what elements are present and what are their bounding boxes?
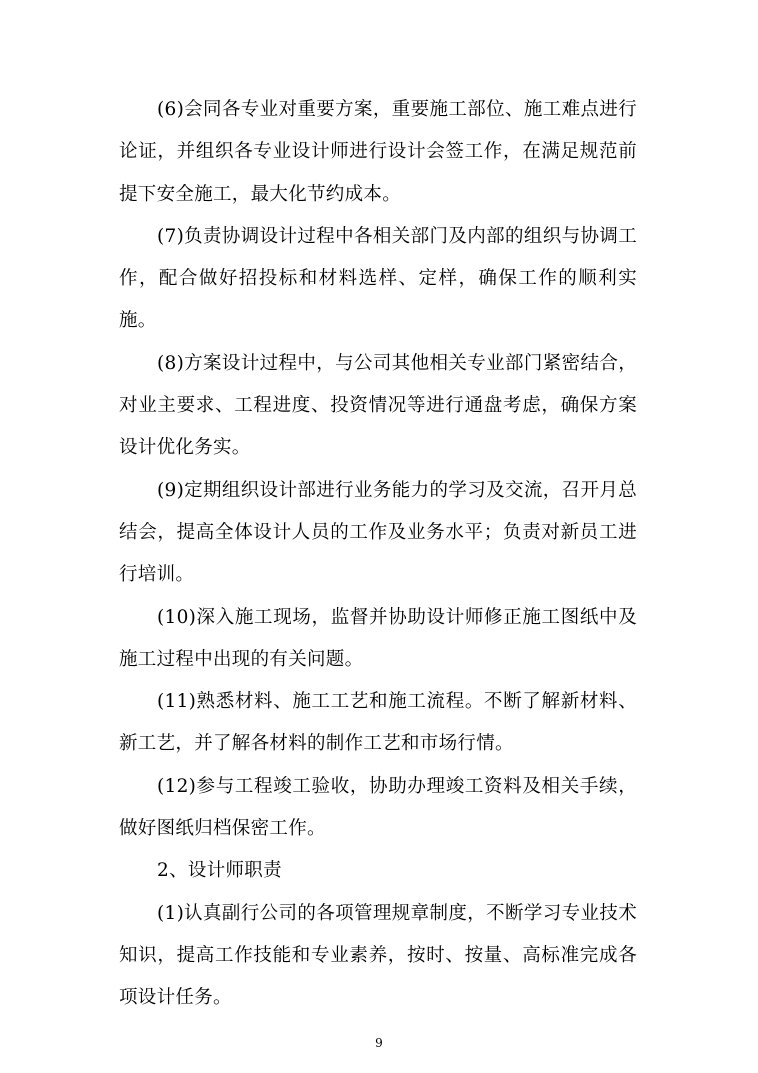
paragraph-item-7: (7)负责协调设计过程中各相关部门及内部的组织与协调工作，配合做好招投标和材料选样、定样，确保工作的顺利实施。	[119, 225, 637, 332]
paragraph-item-8: (8)方案设计过程中，与公司其他相关专业部门紧密结合，对业主要求、工程进度、投资情况等进行通盘考虑，确保方案设计优化务实。	[119, 352, 637, 459]
page-body	[119, 89, 637, 1020]
paragraph-item-6: (6)会同各专业对重要方案，重要施工部位、施工难点进行论证，并组织各专业设计师进行设计会签工作，在满足规范前提下安全施工，最大化节约成本。	[119, 99, 637, 205]
paragraph-item-11: (11)熟悉材料、施工工艺和施工流程。不断了解新材料、新工艺，并了解各材料的制作工艺和市场行情。	[119, 691, 637, 755]
page-number: 9	[375, 1036, 383, 1050]
paragraph-item-9: (9)定期组织设计部进行业务能力的学习及交流，召开月总结会，提高全体设计人员的工作及业务水平；负责对新员工进行培训。	[119, 479, 637, 586]
paragraph-item-1: (1)认真副行公司的各项管理规章制度，不断学习专业技术知识，提高工作技能和专业素养，按时、按量、高标准完成各项设计任务。	[119, 902, 637, 1009]
section-heading-designer-duties: 2、设计师职责	[157, 860, 282, 882]
paragraph-item-12: (12)参与工程竣工验收，协助办理竣工资料及相关手续，做好图纸归档保密工作。	[119, 775, 637, 840]
paragraph-item-10: (10)深入施工现场，监督并协助设计师修正施工图纸中及施工过程中出现的有关问题。	[119, 606, 637, 670]
